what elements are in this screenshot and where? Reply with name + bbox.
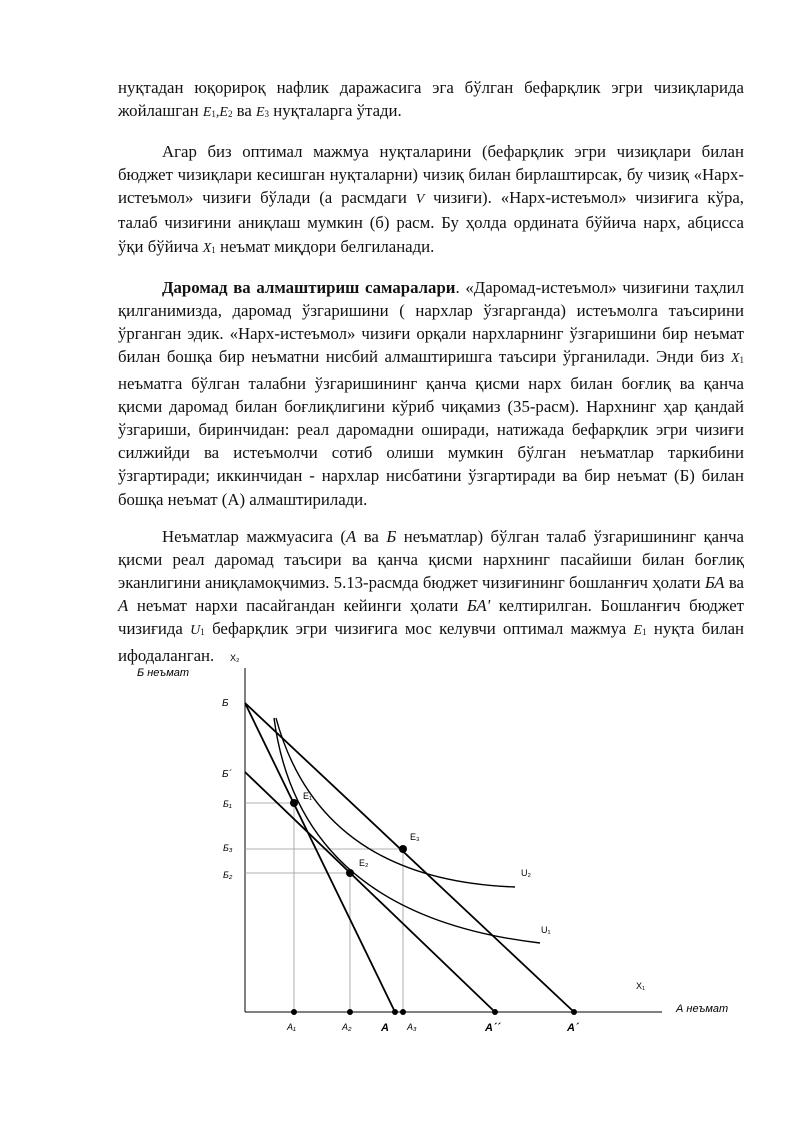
math-subscript: 1	[739, 354, 744, 365]
math-x1	[203, 241, 216, 256]
text-run: ва	[356, 526, 387, 546]
x-axis-var: X₁	[636, 981, 646, 991]
y-tick-b1: Б₁	[223, 799, 232, 809]
math-subscript: 2	[227, 109, 233, 120]
paragraph-3	[118, 525, 744, 668]
x-axis-label: А неъмат	[676, 1003, 729, 1015]
marker-a1	[291, 1009, 297, 1015]
budget-line-ba	[245, 703, 395, 1012]
text-run: Неъматлар мажмуасига (	[162, 526, 346, 546]
x-tick-a-dprime: А´´	[485, 1022, 501, 1034]
text-run: неъматга бўлган талабни ўзгаришининг қанча қисми нарх билан боғлиқ ва қанча қисми даромад билан боғлиқлигини кўриб чиқамиз (35-расм). Нархнинг ҳар қандай ўзгариши, биринчидан: реал даромадни оширади, натижада бефарқлик эгри чизиғи силжийди ва истеъмолчи сотиб олиши мумкин бўлган неъматлар таркибини ўзгартиради; иккинчидан - нархлар нисбатини ўзгартиради ва бир неъмат (Б) билан бошқа неъмат (А) алмаштирилади.	[118, 374, 744, 509]
point-e1	[290, 799, 298, 807]
figure-5-13	[0, 650, 800, 1050]
x-tick-a3: А₃	[407, 1022, 417, 1032]
math-symbol: E	[219, 105, 228, 121]
text-run: нуқталарга ўтади.	[269, 101, 402, 121]
text-run: ва	[232, 101, 256, 121]
text-run: неъмат миқдори белгиланади.	[215, 236, 435, 256]
italic-term: Б	[386, 526, 397, 546]
math-subscript: 1	[642, 626, 647, 637]
math-symbol: U	[190, 622, 201, 638]
paragraph-0	[118, 76, 744, 126]
math-symbol: E	[633, 622, 643, 638]
section-heading: Даромад ва алмаштириш самаралари	[162, 277, 456, 297]
math-symbol: X	[202, 240, 212, 256]
point-e2	[346, 869, 354, 877]
paragraph-2	[118, 276, 744, 511]
math-subscript: 3	[264, 109, 270, 120]
math-symbol: E	[202, 105, 212, 121]
marker-a2	[347, 1009, 353, 1015]
text-run: бефарқлик эгри чизиғига мос келувчи оптимал мажмуа	[204, 618, 634, 638]
x-tick-a2: А₂	[342, 1022, 352, 1032]
marker-a3	[400, 1009, 406, 1015]
text-run: ва	[724, 572, 744, 592]
x-tick-a-prime: А´	[567, 1022, 579, 1034]
math-subscript: 1	[211, 109, 216, 120]
y-tick-b2: Б₂	[223, 870, 233, 880]
italic-term: БА	[704, 572, 725, 592]
marker-a-prime	[571, 1009, 577, 1015]
label-e2: E₂	[359, 858, 369, 868]
italic-term: А	[118, 595, 129, 615]
indifference-curve-u2	[276, 718, 515, 887]
y-tick-b-prime: Б´	[222, 769, 232, 780]
label-u1: U₁	[541, 925, 551, 935]
italic-term: БА'	[466, 595, 491, 615]
text-run: нуқтадан юқорироқ нафлик даражасига эга бўлган бефарқлик эгри чизиқларида жойлашган	[118, 78, 744, 121]
math-subscript: 1	[200, 626, 205, 637]
marker-a	[392, 1009, 398, 1015]
y-tick-b3: Б₃	[223, 843, 233, 853]
text-run: Агар биз оптимал мажмуа нуқталарини (бефарқлик эгри чизиқлари билан бюджет чизиқлари кесишган нуқталарни) чизиқ билан бирлаштирсак, бу чизиқ «Нарх-истеъмол» чизиғи бўлади (а расмдаги	[118, 142, 744, 208]
math-symbol: X	[730, 350, 740, 366]
y-tick-b: Б	[222, 698, 229, 709]
paragraph-1	[118, 140, 744, 261]
text-run: неъмат нархи пасайгандан кейинги ҳолати	[128, 595, 467, 615]
label-e3: E₃	[410, 832, 420, 842]
math-e3	[256, 105, 269, 120]
math-v: V	[415, 192, 425, 208]
math-e2	[219, 105, 232, 120]
italic-term: А	[345, 526, 357, 546]
x-tick-a1: А₁	[287, 1022, 296, 1032]
indifference-curves	[274, 718, 540, 943]
math-symbol: E	[255, 105, 265, 121]
y-axis-var: X₂	[230, 653, 240, 663]
text-run: неъматлар) бўлган талаб ўзгаришининг қанча қисми реал даромад таъсири ва қанча қисми нархнинг пасайиши билан боғлиқ эканлигини аниқламоқчимиз. 5.13-расмда бюджет чизиғининг бошланғич ҳолати	[118, 526, 745, 592]
marker-a-dprime	[492, 1009, 498, 1015]
text-run: чизиғи). «Нарх-истеъмол» чизиғига кўра, талаб чизиғини аниқлаш мумкин (б) расм. Бу ҳолда ордината бўйича нарх, абцисса ўқи бўйича	[118, 188, 745, 256]
label-e1: E₁	[303, 791, 313, 801]
math-subscript: 1	[211, 244, 216, 255]
text-run: келтирилган. Бошланғич бюджет чизиғида	[118, 595, 744, 638]
x-tick-a: А	[381, 1022, 389, 1034]
math-comma: ,	[215, 105, 220, 121]
y-axis-label: Б неъмат	[137, 667, 190, 679]
math-e1	[634, 623, 647, 638]
text-run: нуқта билан ифодаланган.	[118, 618, 745, 666]
math-e1	[203, 105, 216, 120]
math-x1	[731, 351, 744, 366]
budget-line-b-prime-a-dprime	[245, 772, 495, 1012]
text-run: . «Даромад-истеъмол» чизиғини таҳлил қилганимизда, даромад ўзгаришини ( нархлар ўзгарганда) истеъмолга таъсирини ўрганган эдик. «Нарх-истеъмол» чизиғи орқали нархларнинг ўзгаришини бир неъмат билан бошқа бир неъматни нисбий алмаштиришга таъсири ўрганилади. Энди биз	[118, 277, 744, 366]
indifference-curve-u1	[274, 718, 540, 943]
point-e3	[399, 845, 407, 853]
body-text	[118, 76, 744, 681]
label-u2: U₂	[521, 868, 531, 878]
math-u1	[190, 623, 205, 638]
